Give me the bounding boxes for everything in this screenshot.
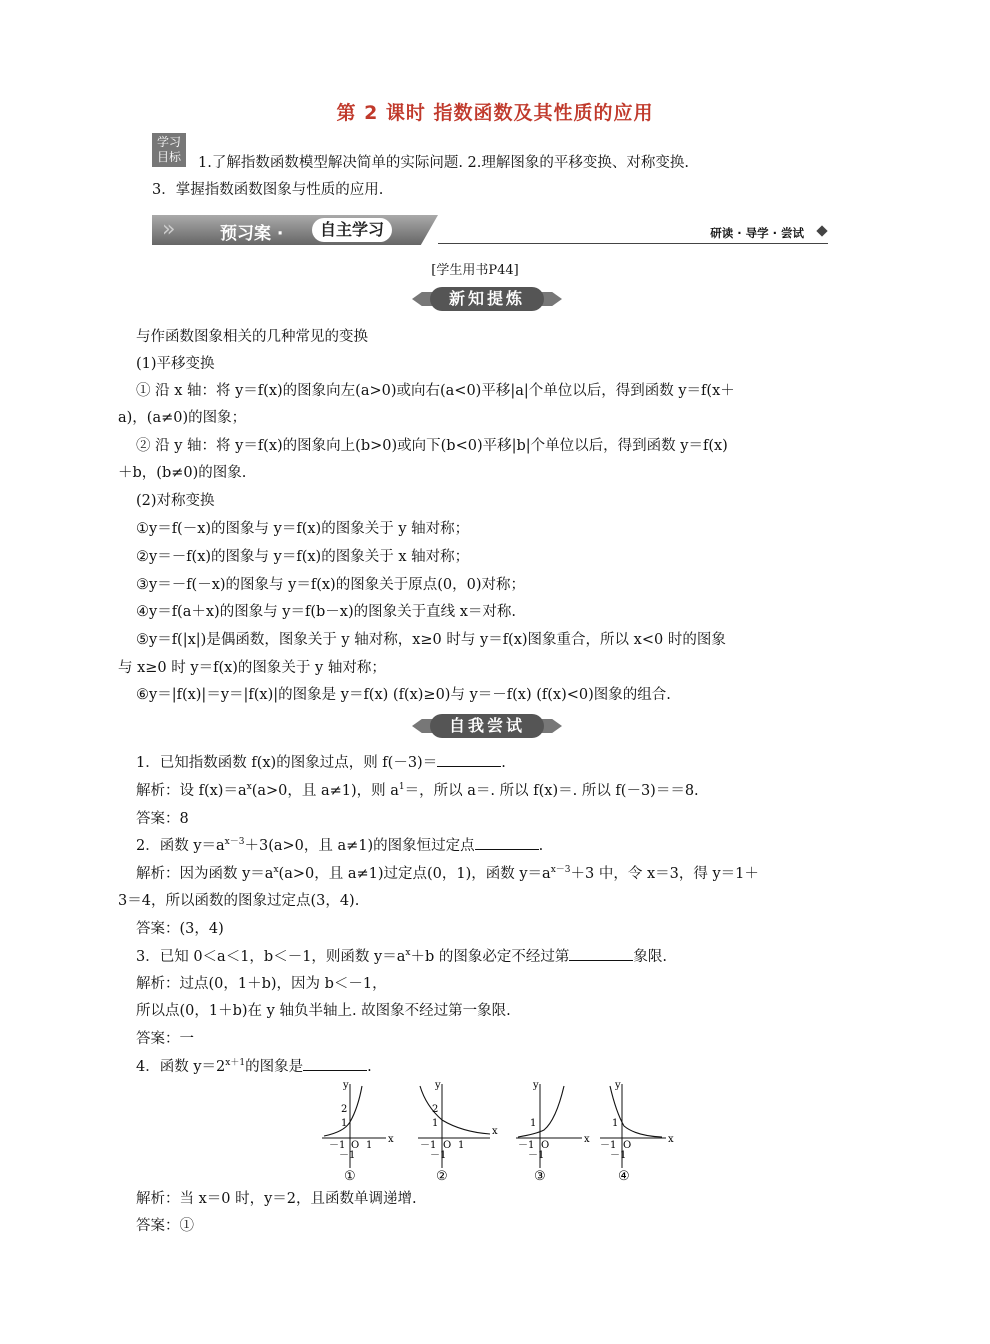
tick-origin: O <box>623 1140 632 1151</box>
banner-right-text: 研读 · 导学 · 尝试 <box>710 226 804 240</box>
answer-1: 答案：8 <box>136 811 189 827</box>
section-heading-new-knowledge <box>412 287 562 311</box>
tick-1: 1 <box>612 1118 619 1129</box>
solution-1-sup-2: 1 <box>398 782 405 793</box>
y-label: y <box>343 1080 349 1091</box>
preview-banner <box>152 215 828 245</box>
symmetry-line-6: 与 x≥0 时 y＝f(x)的图象关于 y 轴对称； <box>118 660 386 676</box>
solution-2-part-1: 解析：因为函数 y＝a <box>136 866 274 882</box>
banner-label: 预习案 · <box>220 224 284 244</box>
answer-4: 答案：① <box>136 1218 194 1234</box>
option-graphs <box>310 1076 674 1184</box>
objectives-badge: 学习目标 <box>152 133 186 167</box>
section-heading-label: 自我尝试 <box>430 714 544 738</box>
y-label: y <box>435 1080 441 1091</box>
answer-blank <box>437 754 501 767</box>
question-2-part-2: ＋3(a>0，且 a≠1)的图象恒过定点 <box>244 838 475 854</box>
question-3-end: 象限. <box>633 949 667 965</box>
question-2-part-1: 2．函数 y＝a <box>136 838 225 854</box>
banner-bar <box>152 215 438 245</box>
solution-2-sup-2: x－3 <box>550 865 571 876</box>
answer-2: 答案：(3，4) <box>136 921 224 937</box>
tick-origin: O <box>541 1140 550 1151</box>
symmetry-line-2: ②y＝－f(x)的图象与 y＝f(x)的图象关于 x 轴对称； <box>136 549 470 565</box>
tick-x1: 1 <box>458 1140 465 1151</box>
translation-title: (1)平移变换 <box>136 356 215 372</box>
graph-label-2: ② <box>436 1169 448 1184</box>
symmetry-line-5: ⑤y＝f(|x|)是偶函数，图象关于 y 轴对称，x≥0 时与 y＝f(x)图象重合，所以 x<0 时的图象 <box>136 632 726 648</box>
tick-y-neg1: －1 <box>430 1150 447 1161</box>
x-label: x <box>584 1134 590 1145</box>
solution-3-line-1: 解析：过点(0，1＋b)，因为 b＜－1， <box>136 976 387 992</box>
question-4-sup: x＋1 <box>225 1058 246 1069</box>
curve <box>518 1086 564 1137</box>
question-1-end: . <box>501 755 506 771</box>
symmetry-line-4: ④y＝f(a＋x)的图象与 y＝f(b－x)的图象关于直线 x＝对称. <box>136 604 517 620</box>
tick-2: 2 <box>341 1104 348 1115</box>
tick-1: 1 <box>341 1118 348 1129</box>
tick-neg1: －1 <box>420 1140 437 1151</box>
lesson-title: 第 2 课时 指数函数及其性质的应用 <box>336 102 654 124</box>
objectives-line-2: 3．掌握指数函数图象与性质的应用. <box>152 182 384 198</box>
curve <box>610 1086 662 1137</box>
solution-1-part-3: ＝，所以 a＝. 所以 f(x)＝. 所以 f(－3)＝＝8. <box>404 783 699 799</box>
question-3 <box>136 945 667 966</box>
graph-option-4 <box>600 1080 674 1184</box>
solution-4: 解析：当 x＝0 时，y＝2，且函数单调递增. <box>136 1191 417 1207</box>
tick-y-neg1: －1 <box>610 1150 627 1161</box>
solution-2-part-3: ＋3 中，令 x＝3，得 y＝1＋ <box>570 866 759 882</box>
tick-1: 1 <box>530 1118 537 1129</box>
tick-neg1: －1 <box>518 1140 535 1151</box>
translation-line-1: ① 沿 x 轴：将 y＝f(x)的图象向左(a>0)或向右(a<0)平移|a|个单位以后，得到函数 y＝f(x＋ <box>136 383 735 399</box>
solution-3-line-2: 所以点(0，1＋b)在 y 轴负半轴上. 故图象不经过第一象限. <box>136 1003 511 1019</box>
graph-label-4: ④ <box>618 1169 630 1184</box>
question-2-end: . <box>538 838 544 854</box>
chevron-right-icon: » <box>162 217 176 242</box>
question-3-sup: x <box>405 948 411 959</box>
tick-origin: O <box>443 1140 452 1151</box>
answer-blank <box>569 948 633 961</box>
symmetry-line-7: ⑥y＝|f(x)|＝y＝|f(x)|的图象是 y＝f(x) (f(x)≥0)与 y＝－f(x) (f(x)<0)图象的组合. <box>136 687 671 703</box>
curve <box>420 1086 490 1134</box>
translation-line-2: a)，(a≠0)的图象； <box>118 410 247 426</box>
x-label: x <box>492 1126 498 1137</box>
tick-y-neg1: －1 <box>528 1150 545 1161</box>
tick-y-neg1: －1 <box>339 1150 356 1161</box>
symmetry-title: (2)对称变换 <box>136 493 215 509</box>
translation-line-3: ② 沿 y 轴：将 y＝f(x)的图象向上(b>0)或向下(b<0)平移|b|个单位以后，得到函数 y＝f(x) <box>136 438 728 454</box>
section-heading-self-test <box>412 714 562 738</box>
tick-x1: 1 <box>366 1140 373 1151</box>
symmetry-line-1: ①y＝f(－x)的图象与 y＝f(x)的图象关于 y 轴对称； <box>136 521 470 537</box>
solution-2-line-2: 3＝4，所以函数的图象过定点(3，4). <box>118 893 360 909</box>
tick-2: 2 <box>432 1104 439 1115</box>
question-4-part-1: 4．函数 y＝2 <box>136 1059 226 1075</box>
question-2-sup: x－3 <box>224 837 245 848</box>
question-4-part-2: 的图象是 <box>245 1059 304 1075</box>
question-4 <box>136 1055 372 1076</box>
solution-2-line-1 <box>136 862 759 883</box>
solution-1-part-1: 解析：设 f(x)＝a <box>136 783 247 799</box>
section-heading-label: 新知提炼 <box>430 287 544 311</box>
y-label: y <box>533 1080 539 1091</box>
intro-text: 与作函数图象相关的几种常见的变换 <box>136 329 368 345</box>
banner-pill: 自主学习 <box>312 218 392 242</box>
x-label: x <box>388 1134 394 1145</box>
book-reference: [学生用书P44] <box>431 263 519 278</box>
graph-option-3 <box>516 1080 590 1184</box>
graph-option-2 <box>418 1080 498 1184</box>
symmetry-line-3: ③y＝－f(－x)的图象与 y＝f(x)的图象关于原点(0，0)对称； <box>136 577 525 593</box>
answer-3: 答案：一 <box>136 1031 194 1047</box>
graph-label-3: ③ <box>534 1169 546 1184</box>
tick-origin: O <box>351 1140 360 1151</box>
x-label: x <box>668 1134 674 1145</box>
tick-neg1: －1 <box>600 1140 617 1151</box>
objectives-line-1: 1.了解指数函数模型解决简单的实际问题. 2.理解图象的平移变换、对称变换. <box>198 155 689 171</box>
y-label: y <box>615 1080 621 1091</box>
graph-option-1 <box>322 1080 394 1184</box>
solution-1-sup-1: x <box>246 782 252 793</box>
solution-2-sup-1: x <box>273 865 279 876</box>
diamond-icon <box>816 225 827 236</box>
answer-blank <box>475 837 539 850</box>
solution-1 <box>136 779 699 800</box>
solution-1-part-2: (a>0，且 a≠1)，则 a <box>251 783 399 799</box>
question-3-part-2: ＋b 的图象必定不经过第 <box>410 949 570 965</box>
question-4-end: . <box>367 1059 372 1075</box>
answer-blank <box>303 1058 367 1071</box>
question-1-text: 1．已知指数函数 f(x)的图象过点，则 f(－3)＝ <box>136 755 438 771</box>
question-2 <box>136 834 543 855</box>
tick-neg1: －1 <box>329 1140 346 1151</box>
question-3-part-1: 3．已知 0＜a＜1，b＜－1，则函数 y＝a <box>136 949 406 965</box>
solution-2-part-2: (a>0，且 a≠1)过定点(0，1)，函数 y＝a <box>278 866 551 882</box>
banner-rule <box>438 243 828 244</box>
translation-line-4: ＋b，(b≠0)的图象. <box>118 465 247 481</box>
tick-1: 1 <box>432 1118 439 1129</box>
graph-label-1: ① <box>344 1169 356 1184</box>
question-1 <box>136 751 506 772</box>
